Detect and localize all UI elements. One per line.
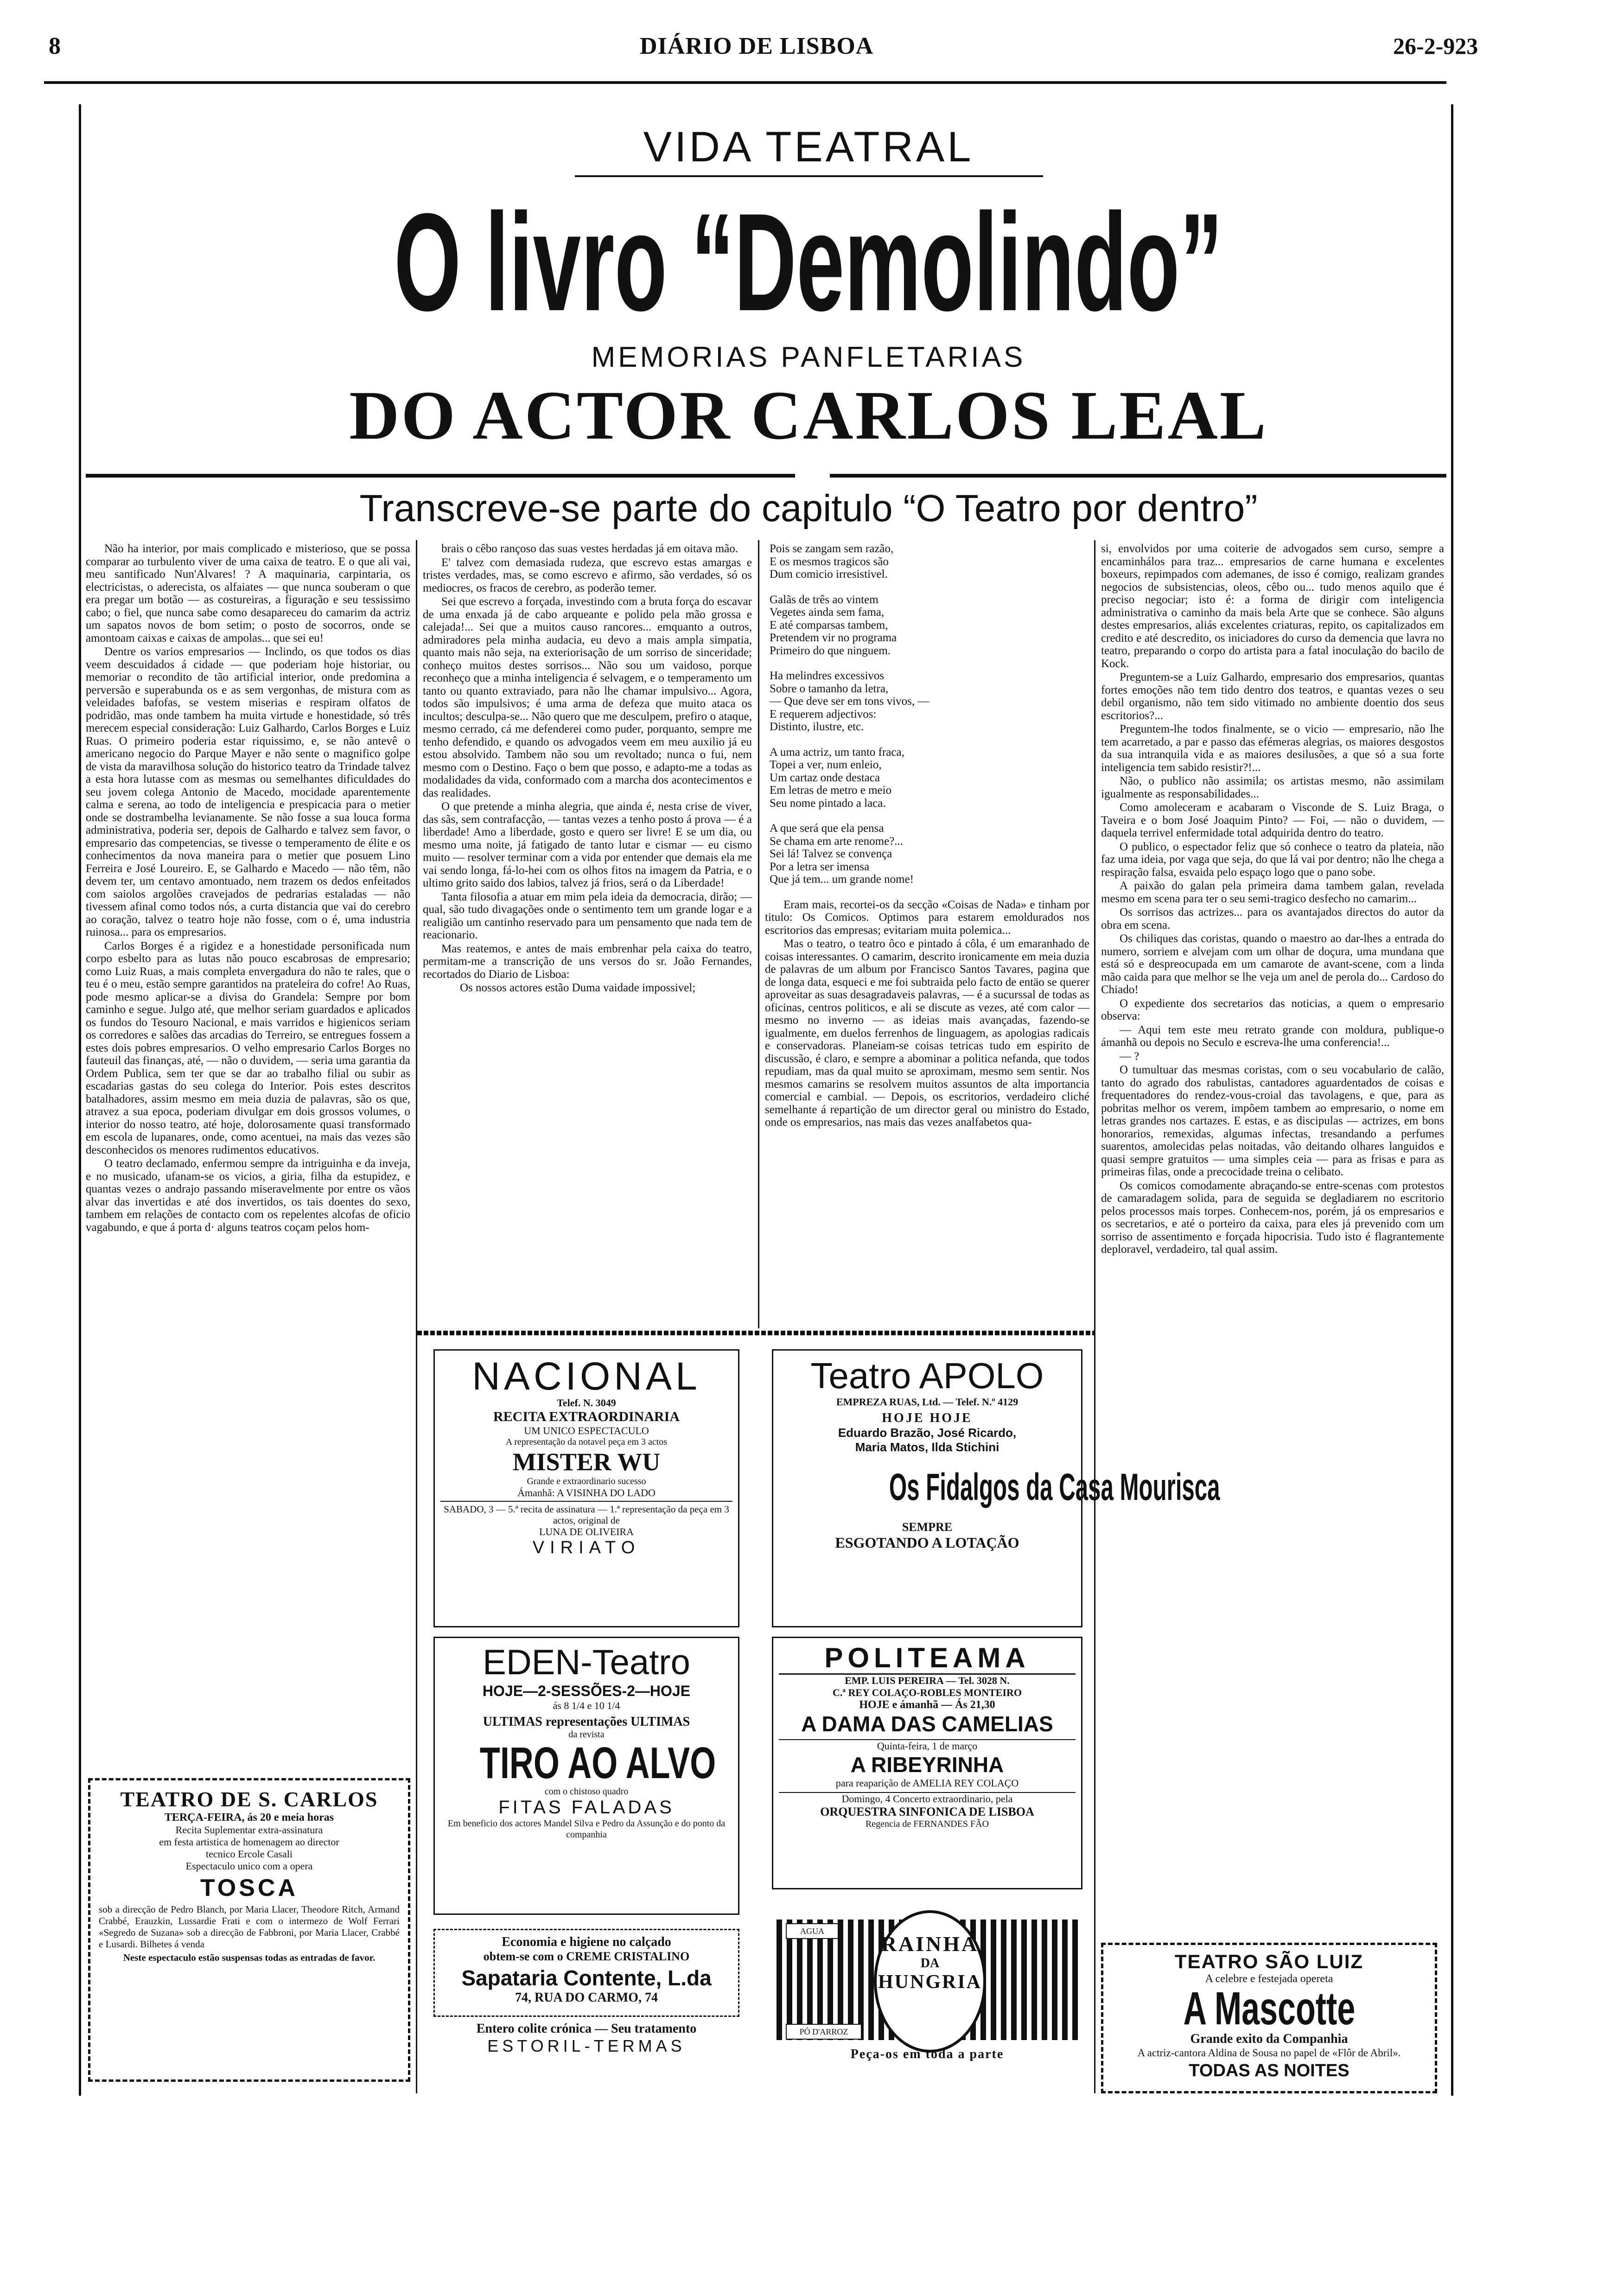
article-column-1 bbox=[86, 542, 410, 1767]
paragraph: Os comicos comodamente abraçando-se entre-scenas com protestos de camaradagem solida, para de seguida se degladiarem no escritorio pelos processos mais torpes. Conhecem-nos, porém, já os empresarios e os secretarios, e até o porteiro da caixa, para eles já prevenido com um sorriso de assentimento e forçada hipocrisia. Tudo isto é flagrantemente deploravel, verdadeiro, tal qual assim. bbox=[1101, 1179, 1444, 1256]
ad-line: Telef. N. 3049 bbox=[557, 1397, 616, 1409]
subtitle-actor: DO ACTOR CARLOS LEAL bbox=[349, 377, 1268, 454]
ad-line: HOJE e ámanhã — Ás 21,30 bbox=[859, 1699, 995, 1711]
paragraph: Carlos Borges é a rigidez e a honestidade personificada num corpo esbelto para as lutas não pouco escabrosas de empresario; como Luiz Ruas, a mais completa envergadura do não te rales, que o teu é o meu, estão sempre garantidos na prateleira do cofre! Ao Ruas, pode mesmo aplicar-se a divisa do Grandela: Sempre por bom caminho e segue. Julgo até, que melhor seriam guardados e aplicados os fundos do Tesouro Nacional, e mais varridos e higienicos seriam os corredores e salões das arcadias do Terreiro, se entregues fossem a estes dois pobres empresarios. O velho empresario Carlos Borges no fauteuil das finanças, até, — não o duvidem, — seria uma garantia da Ordem Publica, sem ter que se dar ao trabalho filial ou subir as escadarias gastas do seu colega do Interior. Pois estes descritos batalhadores, assim mesmo em meia duzia de palavras, são os que, atravez a sua epoca, poderiam divulgar em dois grossos volumes, o interior do nosso teatro, até hoje, dolorosamente quasi transformado em escola de lupanares, onde, como acentuei, na mais das vezes são desconhecidos os menores rudimentos educativos. bbox=[86, 939, 410, 1156]
paragraph: O expediente dos secretarios das noticias, a quem o empresario observa: bbox=[1101, 997, 1444, 1022]
ad-line: Quinta-feira, 1 de março bbox=[779, 1739, 1076, 1752]
ad-line: TERÇA-FEIRA, ás 20 e meia horas bbox=[164, 1811, 334, 1824]
ad-line: SABADO, 3 — 5.ª recita de assinatura — 1.ª representação da peça em 3 actos, original de bbox=[444, 1504, 729, 1526]
poem-line: Pois se zangam sem razão, bbox=[770, 542, 894, 555]
ad-line: Recita Suplementar extra-assinatura bbox=[175, 1824, 323, 1836]
ad-show: Os Fidalgos da Casa Mourisca bbox=[889, 1466, 1220, 1508]
paragraph: Os sorrisos das actrizes... para os avantajados directos do autor da obra em scena. bbox=[1101, 906, 1444, 931]
paragraph: A paixão do galan pela primeira dama tambem galan, revelada mesmo em scena para ter o seu semi-tragico desfecho no camarim... bbox=[1101, 880, 1444, 905]
ad-rainha-da-hungria bbox=[772, 1906, 1082, 2070]
ad-line: Regencia de FERNANDES FÃO bbox=[865, 1819, 989, 1829]
poem-stanza bbox=[770, 542, 1089, 581]
ad-line: SEMPRE bbox=[902, 1520, 953, 1534]
article-column-3 bbox=[765, 542, 1089, 1326]
ad-line: EMP. LUIS PEREIRA — Tel. 3028 N. bbox=[845, 1675, 1010, 1686]
ad-title: TEATRO DE S. CARLOS bbox=[120, 1787, 378, 1811]
ad-line: ESTORIL-TERMAS bbox=[487, 2036, 686, 2055]
section-heading: VIDA TEATRAL bbox=[643, 123, 974, 171]
ad-line: Em beneficio dos actores Mandel Silva e Pedro da Assunção e do ponto da companhia bbox=[447, 1818, 726, 1840]
ad-line: FITAS FALADAS bbox=[498, 1797, 675, 1818]
col-rule-3 bbox=[1094, 540, 1095, 2093]
poem-line: Sobre o tamanho da letra, bbox=[770, 682, 889, 695]
ad-line: ORQUESTRA SINFONICA DE LISBOA bbox=[820, 1805, 1034, 1818]
ad-line: ULTIMAS representações ULTIMAS bbox=[483, 1715, 690, 1729]
ad-line: Entero colite crónica — Seu tratamento bbox=[476, 2022, 697, 2036]
poem-line: — Que deve ser em tons vivos, — bbox=[770, 695, 929, 708]
ad-line: com o chistoso quadro bbox=[544, 1786, 629, 1797]
poem-line: Ha melindres excessivos bbox=[770, 670, 885, 682]
newspaper-name: DIÁRIO DE LISBOA bbox=[640, 33, 874, 59]
poem-line: A que será que ela pensa bbox=[770, 822, 884, 835]
paragraph: Não ha interior, por mais complicado e misterioso, que se possa comparar ao turbulento viver de uma caixa de teatro. E o que ali vai, meu santificado Nun'Alvares! ? A maquinaria, carpintaria, os electricistas, o aderecista, os alfaiates — que nunca souberam o que era pregar um botão — as costureiras, a figuração e seu tessissimo cabo; o fiel, que nunca sabe como desapareceu do camarim da actriz um sapatos novos de bom setim; o posto de socorros, onde se amontoam caixas e caixas de ampolas... que sei eu! bbox=[86, 542, 410, 644]
ad-title: EDEN-Teatro bbox=[483, 1643, 690, 1682]
paragraph: brais o cêbo rançoso das suas vestes herdadas já em oitava mão. bbox=[441, 542, 738, 555]
poem-line: Sei lá! Talvez se convença bbox=[770, 848, 892, 860]
paragraph: Não, o publico não assimila; os artistas mesmo, não assimilam igualmente as responsabilidades... bbox=[1101, 775, 1444, 800]
ad-eden-teatro bbox=[433, 1637, 739, 1915]
ad-line: ás 8 1/4 e 10 1/4 bbox=[553, 1700, 620, 1711]
ad-line: para reaparição de AMELIA REY COLAÇO bbox=[835, 1777, 1019, 1789]
ad-line: 74, RUA DO CARMO, 74 bbox=[515, 1990, 658, 2005]
headline-rule-left bbox=[86, 474, 795, 478]
col-rule-2 bbox=[758, 540, 759, 1328]
paragraph: O que pretende a minha alegria, que ainda é, nesta crise de viver, das sãs, sem contrafacção, — tantas vezes a tenho posto á prova — é a liberdade! Amo a liberdade, gosto e quero ser livre! E se um dia, ou mesmo uma noite, já fatigado de tanto lutar e cismar — eu cismo muito — resolver terminar com a vida por entender que demais ela me vai sendo longa, fá-lo-hei com os olhos fitos na imagem da Patria, e o ultimo grito saido dos labios, talvez já frios, será o da Liberdade! bbox=[423, 800, 752, 889]
ads-separator bbox=[417, 1331, 1094, 1335]
poem-stanza bbox=[770, 746, 1089, 810]
ad-line: A celebre e festejada opereta bbox=[1205, 1973, 1333, 1985]
paragraph: O teatro declamado, enfermou sempre da intriguinha e da inveja, e no musicado, ufanam-se os vicios, a giria, filha da estupidez, e quantas vezes o andrajo passando miseravelmente por entre os vãos alvar das invertidas e até dos invertidos, os tais doentes do sexo, tambem em relações de contacto com os repelentes alcofas de oficio vagabundo, e que á porta d· alguns teatros coçam pelos hom- bbox=[86, 1157, 410, 1234]
section-underline bbox=[575, 175, 1043, 177]
poem-stanza bbox=[770, 822, 1089, 886]
rainha-seal bbox=[874, 1910, 986, 2053]
ad-sapataria-contente bbox=[433, 1929, 739, 2017]
poem-line: E requerem adjectivos: bbox=[770, 708, 877, 721]
poem-line: Um cartaz onde destaca bbox=[770, 771, 880, 784]
poem-line: Pretendem vir no programa bbox=[770, 631, 897, 644]
ad-line: Grande exito da Companhia bbox=[1190, 2032, 1348, 2046]
ad-line: obtem-se com o CREME CRISTALINO bbox=[483, 1950, 690, 1963]
poem-stanza bbox=[770, 670, 1089, 733]
paragraph: Como amoleceram e acabaram o Visconde de S. Luiz Braga, o Taveira e o bom José Joaquim Pinto? — Foi, — não o duvidem, — daquela terrivel enfermidade total adquirida dentro do teatro. bbox=[1101, 801, 1444, 839]
poem-line: Em letras de metro e meio bbox=[770, 784, 892, 797]
ad-title: NACIONAL bbox=[472, 1354, 701, 1398]
ad-line: da revista bbox=[568, 1729, 605, 1740]
seal-line: RAINHA bbox=[881, 1932, 979, 1956]
col-rule-1 bbox=[416, 540, 417, 2093]
paragraph: — Aqui tem este meu retrato grande con moldura, publique-o ámanhã ou depois no Seculo e escreva-lhe uma conferencia!... bbox=[1101, 1023, 1444, 1049]
ad-line: Maria Matos, Ilda Stichini bbox=[855, 1440, 999, 1454]
poem-line: Dum comicio irresistivel. bbox=[770, 568, 888, 580]
ad-cast: sob a direcção de Pedro Blanch, por Maria Llacer, Theodore Ritch, Armand Crabbé, Erauzkin, Lussardie Frati e com o intermezo de Wolf Ferrari «Segredo de Suzana» sob a direcção de Fabbroni, por Maria Llacer, Crabbé e Lusardi. Bilhetes á venda bbox=[99, 1904, 400, 1950]
ad-line: tecnico Ercole Casali bbox=[206, 1848, 293, 1860]
poem-line: E até comparsas tambem, bbox=[770, 619, 888, 631]
ad-line: HOJE—2-SESSÕES-2—HOJE bbox=[482, 1683, 691, 1699]
issue-date: 26-2-923 bbox=[1393, 33, 1478, 59]
poem-stanza bbox=[770, 593, 1089, 657]
ad-line: A actriz-cantora Aldina de Sousa no papel de «Flôr de Abril». bbox=[1137, 2047, 1401, 2059]
ad-line: A representação da notavel peça em 3 actos bbox=[505, 1437, 668, 1447]
paragraph: Os chiliques das coristas, quando o maestro ao dar-lhes a entrada do numero, sorriem e alvejam com um olhar de doçura, uma mundana que está só e despreocupada em um camarote de avant-scene, com a linda mão caida para que melhor se lhe veja um anel de perola do... Cardoso do Chiado! bbox=[1101, 932, 1444, 996]
ad-line: EMPREZA RUAS, Ltd. — Telef. N.º 4129 bbox=[836, 1396, 1019, 1408]
ad-show: MISTER WU bbox=[512, 1448, 661, 1476]
poem-line: Seu nome pintado a laca. bbox=[770, 797, 886, 810]
paragraph: Dentre os varios empresarios — Inclindo, os que todos os dias veem descuidados á cidade — que poderiam hoje historiar, ou memoriar o recondito de tão artificial interior, onde predomina a perversão e superabunda os e as sem vergonhas, de mistura com as veleidades bafofas, se vestem miserias e respiram olfatos de podridão, mas onde tambem ha muita virtude e honestidade, só três merecem especial consideração: Luiz Galhardo, Carlos Borges e Luiz Ruas. O primeiro poderia estar riquissimo, e, se não antevê o americano negocio do Parque Mayer e não sente o magnifico golpe de vista da maravilhosa solução do historico teatro da Trindade talvez a esta hora lutasse com as mesmas ou semelhantes dificuldades do seu jovem colega Antonio de Macedo, mocidade aparentemente calma e serena, ao todo de inteligencia e prespicacia para o metier onde se dostrambelha levianamente. Se não fosse a sua louca forma administrativa, poderia ser, depois de Galhardo e talvez sem favor, o empresario das competencias, se tivesse o temperamento de élite e os conhecimentos da nova maneira para o metier que posuem Lino Ferreira e José Loureiro. E, se Galhardo e Macedo — não têm, não devem ter, um centavo amontuado, nem trazem os dedos enfeitados com saiolos argolões cravejados de pedrarias estaladas — não tivessem afinal como todos nós, a curta distancia que vai do cerebro ao coração, talvez o teatro hoje não fosse, com o é, uma industria ruinosa... para os empresarios. bbox=[86, 645, 410, 938]
ad-line: RECITA EXTRAORDINARIA bbox=[493, 1409, 680, 1424]
poem-line: E os mesmos tragicos são bbox=[770, 555, 889, 568]
article-column-2 bbox=[423, 542, 752, 1326]
ad-line: ESGOTANDO A LOTAÇÃO bbox=[835, 1534, 1019, 1551]
page-number: 8 bbox=[49, 33, 61, 59]
poem-line: Por a letra ser imensa bbox=[770, 860, 870, 873]
logo-badge-right: PÓ D'ARROZ bbox=[786, 2024, 862, 2040]
paragraph: E' talvez com demasiada rudeza, que escrevo estas amargas e tristes verdades, mas, se como escrevo e afirmo, são verdades, só os mediocres, os fracos de cerebro, as poderão temer. bbox=[423, 556, 752, 594]
paragraph: si, envolvidos por uma coiterie de advogados sem curso, sempre a encaminhálos para traz... empresarios de carne humana e excelentes boxeurs, repimpados com ademanes, de isso é comigo, realizam grandes negocios de subsistencias, oleos, cêbo ou... tudo menos aquilo que é preciso negociar; isto é: a forma de dirigir com inteligencia administrativa o caminho da mais bela Arte que se conhece. São alguns destes empresarios, aliás excelentes criaturas, repito, os capitalizados em credito e até descredito, os iniciadores do curso da demencia que lavra no teatro, preparando o corpo do artista para a fatal inoculação do bacilo de Kock. bbox=[1101, 542, 1444, 670]
ad-show: A DAMA DAS CAMELIAS bbox=[801, 1712, 1053, 1736]
poem-line: Vegetes ainda sem fama, bbox=[770, 606, 885, 619]
poem-line: Se chama em arte renome?... bbox=[770, 835, 904, 848]
ad-line: LUNA DE OLIVEIRA bbox=[539, 1526, 634, 1537]
ad-politeama bbox=[772, 1637, 1082, 1889]
ad-opera: TOSCA bbox=[200, 1875, 299, 1901]
ad-line: HOJE HOJE bbox=[882, 1411, 973, 1425]
headline-rule-right bbox=[830, 474, 1446, 478]
paragraph: Mas reatemos, e antes de mais embrenhar pela caixa do teatro, permitam-me a transcrição de uns versos do sr. João Fernandes, recortados do Diario de Lisboa: bbox=[423, 942, 752, 981]
ad-show: TIRO AO ALVO bbox=[479, 1738, 716, 1788]
main-headline: O livro “Demolindo” bbox=[394, 184, 1223, 340]
ad-teatro-sao-luiz bbox=[1101, 1943, 1437, 2093]
poem-line: Primeiro do que ninguem. bbox=[770, 644, 891, 657]
ad-divider bbox=[440, 1501, 732, 1502]
ad-line: Economia e higiene no calçado bbox=[502, 1935, 671, 1949]
ad-show: A Mascotte bbox=[1183, 1983, 1355, 2035]
ad-tagline: Peça-os em toda a parte bbox=[850, 2047, 1004, 2061]
ad-line: C.ª REY COLAÇO-ROBLES MONTEIRO bbox=[833, 1687, 1022, 1698]
poem-line: Topei a ver, num enleio, bbox=[770, 759, 882, 771]
ad-line: TODAS AS NOITES bbox=[1189, 2061, 1350, 2080]
article-column-4 bbox=[1101, 542, 1444, 1938]
ad-show-2: A RIBEYRINHA bbox=[850, 1753, 1004, 1777]
subtitle-memorias: MEMORIAS PANFLETARIAS bbox=[591, 341, 1026, 373]
seal-line: DA bbox=[920, 1956, 940, 1971]
ad-line: em festa artistica de homenagem ao director bbox=[159, 1836, 339, 1848]
poem-line: Que já tem... um grande nome! bbox=[770, 873, 914, 886]
ad-title: Teatro APOLO bbox=[810, 1355, 1044, 1396]
ad-line: Espectaculo unico com a opera bbox=[185, 1860, 313, 1872]
paragraph: Eram mais, recortei-os da secção «Coisas de Nada» e tinham por titulo: Os Comicos. Optimos para estarem emoldurados nos escritorios das empresas; evitariam muita polemica... bbox=[765, 898, 1089, 937]
paragraph: Tanta filosofia a atuar em mim pela ideia da democracia, dirão; — qual, são tudo divagações onde o sentimento tem um grande logar e a realigião um cantinho reservado para um pensamento que nada tem de reacionario. bbox=[423, 890, 752, 941]
headline-wrap bbox=[0, 185, 1617, 338]
ad-theatre: VIRIATO bbox=[532, 1538, 641, 1557]
ad-line: UM UNICO ESPECTACULO bbox=[524, 1425, 649, 1436]
ad-name: Sapataria Contente, L.da bbox=[461, 1966, 712, 1990]
ad-line: Eduardo Brazão, José Ricardo, bbox=[838, 1426, 1017, 1440]
paragraph: Mas o teatro, o teatro ôco e pintado á côla, é um emaranhado de coisas interessantes. O camarim, descrito ironicamente em meia duzia de palavras de um album por Francisco Santos Tavares, pagina que de longa data, esqueci e me foi subtraida pelo facto de entäo se querer aproveitar as suas desagradaveis palavras, — é a sucurssal de todas as oficinas, centros politicos, e ali se discute as vezes, até com calor — mesmo no inverno — as ideias mais avançadas, fazendo-se igualmente, em duelos ferrenhos de linguagem, as apologias radicais e conservadoras. Planeiam-se coisas tetricas tudo em espirito de discussão, é claro, e sempre a abominar a politica nefanda, que todos repudiam, mas da qual muito se aproximam, mesmo sem sentir. Nos mesmos camarins se resolvem muitos assuntos de alta importancia comercial e cambial. — Depois, os escritorios, verdadeiro cliché semelhante á repartição de um director geral ou ministro do Estado, onde os empresarios, nas mais das vezes analfabetos qua- bbox=[765, 938, 1089, 1129]
ad-title: TEATRO SÃO LUIZ bbox=[1174, 1951, 1364, 1972]
paragraph: Preguntem-lhe todos finalmente, se o vicio — empresario, não lhe tem acarretado, a par e passo das efémeras alegrias, os maiores desgostos da sua intranquila vida e as maiores desilusões, a que só a sua forte inteligencia tem sabido resistir?!... bbox=[1101, 723, 1444, 774]
ad-teatro-apolo bbox=[772, 1349, 1220, 1627]
poem-line: Distinto, ilustre, etc. bbox=[770, 721, 864, 733]
ad-line: Grande e extraordinario sucesso bbox=[527, 1476, 646, 1486]
paragraph: Os nossos actores estão Duma vaidade impossivel; bbox=[460, 982, 696, 994]
ad-title: POLITEAMA bbox=[779, 1643, 1076, 1675]
ad-nacional bbox=[433, 1349, 739, 1627]
logo-badge-left: AGUA bbox=[786, 1923, 839, 1939]
ad-footer: Neste espectaculo estão suspensas todas as entradas de favor. bbox=[123, 1952, 376, 1963]
ad-line: Ámanhã: A VISINHA DO LADO bbox=[517, 1487, 656, 1499]
paragraph: O publico, o espectador feliz que só conhece o teatro da plateia, não faz uma ideia, por vaga que seja, do que lá vai por dentro; não lhe chega a respiração falsa, esvaida pelo espaço logo que o pano sobe. bbox=[1101, 840, 1444, 879]
paragraph: Sei que escrevo a forçada, investindo com a bruta força do escavar de uma enxada já de cabo arqueante e polido pela mão grossa e calejada!... Sei que a muitos causo rancores... emquanto a outros, admiradores pela minha audacia, eu devo a mais ampla simpatia, quanto mais não seja, na exteriorisação de um sorriso de sinceridade; conheço muitos destes sorrisos... Não sou um vaidoso, porque reconheço que a minha inteligencia é selvagem, e o temperamento um tanto ou quanto extraviado, para não lhe chamar impulsivo... Agora, todos são impulsivos; é uma arma de defeza que muito ataca os incultos; desculpa-se... Não quero que me desculpem, prefiro o ataque, mesmo cerrado, cá me defenderei como puder, porquanto, sempre me tenho defendido, e quando os advogados veem em meu auxilio já eu estou absolvido. Tambem não sou um revoltado; nunca o fui, nem mesmo com o Destino. Faço o bem que posso, e adapto-me a todas as modalidades da vida, conformado com a marcha dos acontecimentos e das realidades. bbox=[423, 595, 752, 799]
paragraph: — ? bbox=[1120, 1050, 1140, 1063]
paragraph: Preguntem-se a Luiz Galhardo, empresario dos empresarios, quantas fortes emoções não tem tido dentro dos teatros, e quantas vezes o seu debil organismo, não tem sido vitimado no ambiente doentio dos seus escritorios?... bbox=[1101, 671, 1444, 722]
seal-line: HUNGRIA bbox=[878, 1971, 982, 1993]
ad-teatro-sao-carlos bbox=[88, 1778, 410, 2082]
poem-line: Galãs de três ao vintem bbox=[770, 593, 879, 606]
ad-line: Domingo, 4 Concerto extraordinario, pela bbox=[779, 1792, 1076, 1805]
masthead-rule bbox=[44, 81, 1446, 84]
deck: Transcreve-se parte do capitulo “O Teatro por dentro” bbox=[359, 487, 1258, 529]
ad-estoril-termas bbox=[433, 2022, 739, 2056]
paragraph: O tumultuar das mesmas coristas, com o seu vocabulario de calão, tanto do agrado dos rabulistas, cantadores aguardentados de coisas e frequentadores do rendez-vous-croial das tavolagens, e que, para as pobritas melhor os verem, impõem tambem ao empresario, o nome em letras grandes nos cartazes. E estas, e as discipulas — actrizes, em bons honorarios, remexidas, algumas infectas, tresandando a perfumes suarentos, amolecidas pelas noitadas, vão deitando olhares languidos e quasi sempre gratuitos — uma simples ceia — para as frisas e para as primeiras filas, onde a precocidade treina o celibato. bbox=[1101, 1064, 1444, 1178]
poem-line: A uma actriz, um tanto fraca, bbox=[770, 746, 904, 759]
